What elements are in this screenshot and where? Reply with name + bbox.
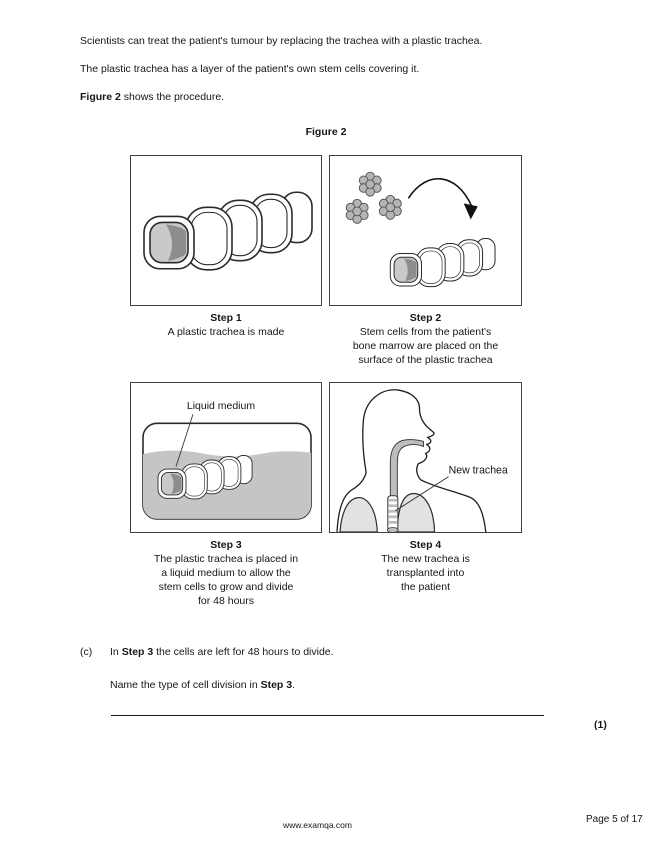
question-line-1-bold: Step 3 [121,646,154,658]
liquid-medium-illustration [131,383,321,532]
step-4-text: The new trachea is transplanted into the patient [381,553,470,593]
step-2-title: Step 2 [409,312,442,324]
marks-badge: (1) [594,719,607,731]
new-trachea-shape [387,496,398,532]
answer-line [111,715,544,716]
figure-step-4-box [329,382,522,533]
plastic-trachea-illustration [131,156,321,305]
footer-website: www.examqa.com [283,820,352,830]
stem-cell-cluster-icon [346,172,401,223]
question-line-1 [110,646,334,659]
figure-reference: Figure 2 [80,91,121,103]
question-part-label: (c) [80,646,93,658]
step-3-title: Step 3 [210,539,242,551]
curved-arrow-icon [408,179,477,220]
intro-paragraph-3-rest: shows the procedure. [120,91,225,103]
figure-step-2-box [329,155,522,306]
footer-page-number: Page 5 of 17 [586,814,643,825]
intro-paragraph-1: Scientists can treat the patient's tumour by replacing the trachea with a plastic trachea. [80,35,483,47]
question-line-2-post: . [292,679,296,691]
step-3-text: The plastic trachea is placed in a liquid medium to allow the stem cells to grow and divide for 48 hours [153,553,299,607]
step-4-caption [329,538,522,594]
step-1-text: A plastic trachea is made [167,326,285,338]
question-line-1-pre: In [110,646,122,658]
patient-profile-illustration [330,383,521,532]
intro-paragraph-2: The plastic trachea has a layer of the patient's own stem cells covering it. [80,63,420,75]
step-2-caption [329,311,522,367]
step-3-caption [130,538,322,608]
left-lung-shape [340,498,377,532]
question-line-2-bold: Step 3 [260,679,293,691]
liquid-medium-label: Liquid medium [186,400,256,413]
stem-cells-illustration [330,156,521,305]
step-2-text: Stem cells from the patient's bone marrow are placed on the surface of the plastic trachea [352,326,499,366]
figure-step-3-box [130,382,322,533]
question-line-1-post: the cells are left for 48 hours to divide. [153,646,334,658]
step-1-title: Step 1 [210,312,242,324]
question-line-2-pre: Name the type of cell division in [110,679,261,691]
question-line-2 [110,679,295,692]
intro-paragraph-3 [80,91,224,104]
right-lung-shape [397,494,434,532]
step-4-title: Step 4 [409,539,442,551]
figure-step-1-box [130,155,322,306]
figure-title: Figure 2 [305,126,347,138]
new-trachea-label: New trachea [448,464,508,477]
step-1-caption [130,311,322,339]
airway-shape [390,440,423,497]
